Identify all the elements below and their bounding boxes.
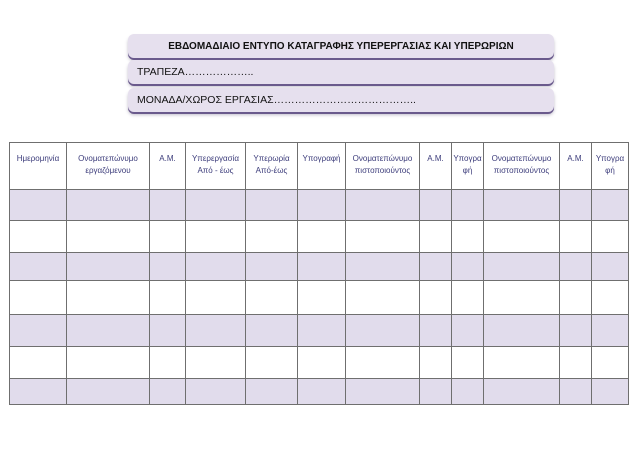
- table-cell[interactable]: [560, 347, 592, 379]
- table-cell[interactable]: [560, 315, 592, 347]
- table-cell[interactable]: [452, 379, 484, 405]
- table-row: [10, 190, 629, 221]
- work-unit-banner: [128, 88, 554, 112]
- table-cell[interactable]: [560, 379, 592, 405]
- table-cell[interactable]: [67, 281, 150, 315]
- table-cell[interactable]: [150, 253, 186, 281]
- column-header-employee-id: Α.Μ.: [150, 143, 186, 190]
- table-cell[interactable]: [484, 379, 560, 405]
- table-cell[interactable]: [67, 347, 150, 379]
- bank-field-label: ΤΡΑΠΕΖΑ………………..: [137, 66, 254, 78]
- table-cell[interactable]: [452, 253, 484, 281]
- table-cell[interactable]: [246, 281, 298, 315]
- table-cell[interactable]: [592, 379, 629, 405]
- table-cell[interactable]: [10, 379, 67, 405]
- table-row: [10, 253, 629, 281]
- table-cell[interactable]: [452, 315, 484, 347]
- form-title-banner: [128, 34, 554, 58]
- table-cell[interactable]: [10, 253, 67, 281]
- table-cell[interactable]: [10, 315, 67, 347]
- column-header-certifier-id-2: Α.Μ.: [560, 143, 592, 190]
- table-cell[interactable]: [67, 253, 150, 281]
- table-cell[interactable]: [484, 221, 560, 253]
- table-cell[interactable]: [346, 315, 420, 347]
- table-cell[interactable]: [246, 379, 298, 405]
- table-cell[interactable]: [150, 347, 186, 379]
- table-cell[interactable]: [186, 347, 246, 379]
- table-cell[interactable]: [67, 379, 150, 405]
- table-cell[interactable]: [452, 281, 484, 315]
- column-header-certifier-name-2: Ονοματεπώνυμο πιστοποιούντος: [484, 143, 560, 190]
- table-cell[interactable]: [420, 253, 452, 281]
- table-cell[interactable]: [246, 221, 298, 253]
- table-row: [10, 347, 629, 379]
- table-cell[interactable]: [420, 281, 452, 315]
- table-cell[interactable]: [420, 315, 452, 347]
- table-cell[interactable]: [346, 253, 420, 281]
- table-cell[interactable]: [560, 281, 592, 315]
- table-cell[interactable]: [10, 281, 67, 315]
- column-header-certifier-signature-2: Υπογρα φή: [592, 143, 629, 190]
- table-cell[interactable]: [592, 347, 629, 379]
- table-cell[interactable]: [150, 379, 186, 405]
- table-cell[interactable]: [246, 190, 298, 221]
- table-cell[interactable]: [484, 190, 560, 221]
- column-header-certifier-name-1: Ονοματεπώνυμο πιστοποιούντος: [346, 143, 420, 190]
- table-cell[interactable]: [346, 190, 420, 221]
- table-cell[interactable]: [452, 347, 484, 379]
- table-cell[interactable]: [150, 221, 186, 253]
- table-cell[interactable]: [592, 190, 629, 221]
- table-cell[interactable]: [420, 347, 452, 379]
- column-header-extra-work-from-to: Υπερεργασία Από - έως: [186, 143, 246, 190]
- table-cell[interactable]: [246, 347, 298, 379]
- table-cell[interactable]: [298, 253, 346, 281]
- column-header-date: Ημερομηνία: [10, 143, 67, 190]
- table-cell[interactable]: [484, 253, 560, 281]
- table-cell[interactable]: [346, 347, 420, 379]
- column-header-certifier-id-1: Α.Μ.: [420, 143, 452, 190]
- table-cell[interactable]: [484, 347, 560, 379]
- table-cell[interactable]: [420, 379, 452, 405]
- column-header-employee-name: Ονοματεπώνυμο εργαζόμενου: [67, 143, 150, 190]
- table-row: [10, 221, 629, 253]
- table-cell[interactable]: [67, 315, 150, 347]
- table-cell[interactable]: [186, 281, 246, 315]
- table-cell[interactable]: [346, 281, 420, 315]
- table-cell[interactable]: [592, 253, 629, 281]
- table-cell[interactable]: [560, 221, 592, 253]
- table-cell[interactable]: [150, 315, 186, 347]
- table-cell[interactable]: [298, 315, 346, 347]
- table-cell[interactable]: [484, 281, 560, 315]
- table-cell[interactable]: [592, 281, 629, 315]
- table-cell[interactable]: [10, 221, 67, 253]
- table-cell[interactable]: [246, 253, 298, 281]
- table-cell[interactable]: [346, 379, 420, 405]
- table-header-row: [10, 143, 629, 190]
- table-cell[interactable]: [298, 281, 346, 315]
- table-row: [10, 379, 629, 405]
- table-body: [10, 190, 629, 405]
- table-cell[interactable]: [186, 253, 246, 281]
- table-cell[interactable]: [150, 281, 186, 315]
- table-cell[interactable]: [346, 221, 420, 253]
- table-row: [10, 281, 629, 315]
- table-cell[interactable]: [420, 190, 452, 221]
- table-cell[interactable]: [298, 379, 346, 405]
- table-cell[interactable]: [246, 315, 298, 347]
- table-cell[interactable]: [298, 221, 346, 253]
- table-cell[interactable]: [186, 190, 246, 221]
- overtime-log-table: [9, 142, 629, 405]
- table-cell[interactable]: [10, 190, 67, 221]
- table-cell[interactable]: [186, 379, 246, 405]
- table-cell[interactable]: [452, 221, 484, 253]
- work-unit-field-label: ΜΟΝΑΔΑ/ΧΩΡΟΣ ΕΡΓΑΣΙΑΣ…………………………………..: [137, 94, 416, 106]
- table-cell[interactable]: [10, 347, 67, 379]
- table-cell[interactable]: [592, 315, 629, 347]
- table-cell[interactable]: [452, 190, 484, 221]
- table-cell[interactable]: [186, 221, 246, 253]
- table-cell[interactable]: [67, 221, 150, 253]
- table-cell[interactable]: [560, 253, 592, 281]
- table-cell[interactable]: [298, 190, 346, 221]
- column-header-certifier-signature-1: Υπογρα φή: [452, 143, 484, 190]
- table-cell[interactable]: [420, 221, 452, 253]
- table-cell[interactable]: [298, 347, 346, 379]
- form-title: ΕΒΔΟΜΑΔΙΑΙΟ ΕΝΤΥΠΟ ΚΑΤΑΓΡΑΦΗΣ ΥΠΕΡΕΡΓΑΣΙΑΣ ΚΑΙ ΥΠΕΡΩΡΙΩΝ: [168, 40, 514, 52]
- column-header-signature: Υπογραφή: [298, 143, 346, 190]
- table-cell[interactable]: [67, 190, 150, 221]
- table-cell[interactable]: [560, 190, 592, 221]
- table-cell[interactable]: [592, 221, 629, 253]
- table-cell[interactable]: [150, 190, 186, 221]
- table-row: [10, 315, 629, 347]
- column-header-overtime-from-to: Υπερωρία Από-έως: [246, 143, 298, 190]
- bank-field-banner: [128, 60, 554, 84]
- table-cell[interactable]: [484, 315, 560, 347]
- table-cell[interactable]: [186, 315, 246, 347]
